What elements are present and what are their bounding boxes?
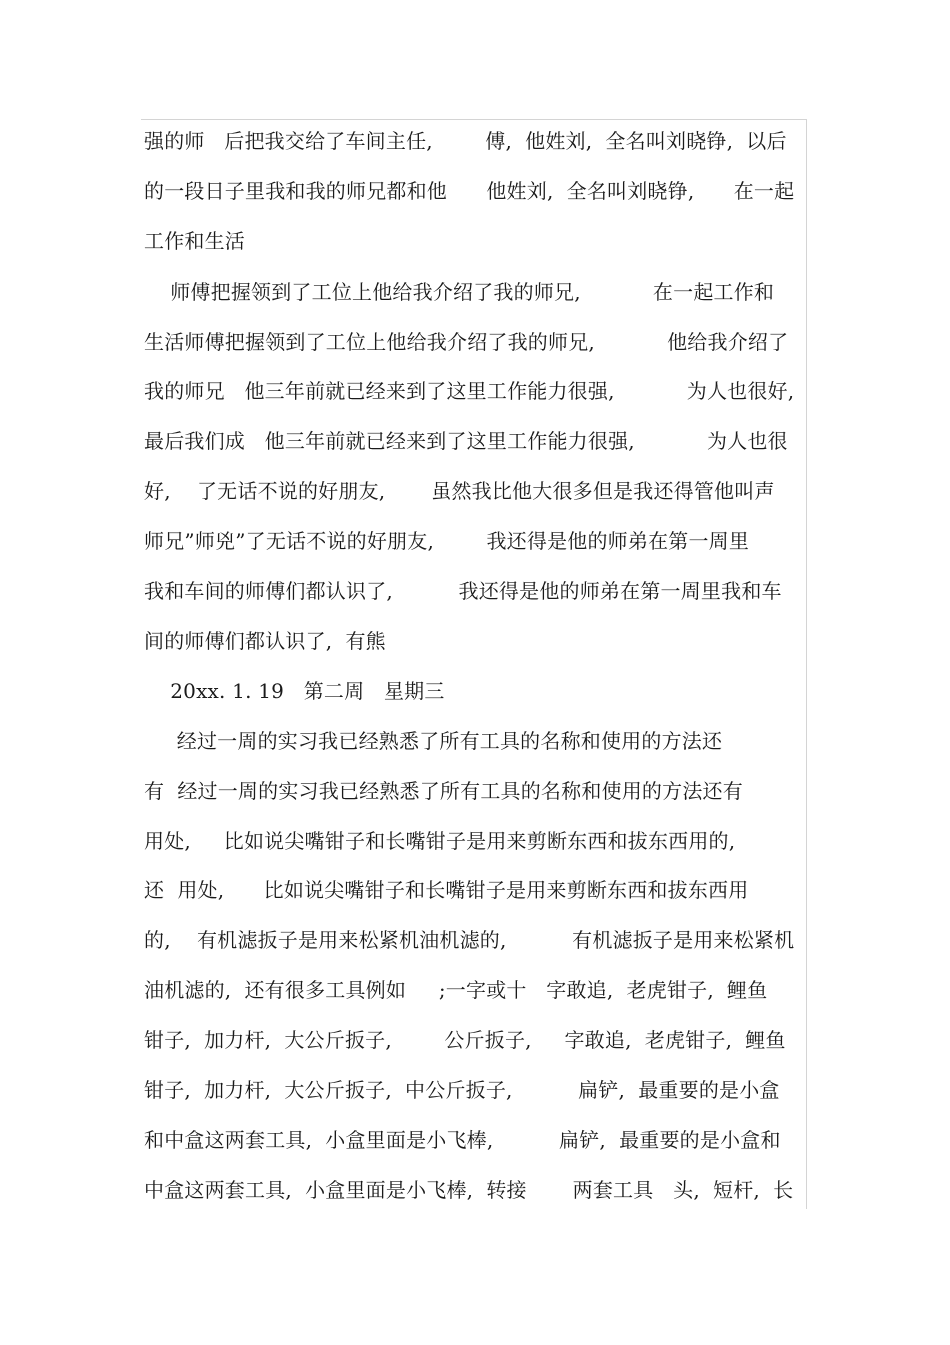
text-line-5: 生活师傅把握领到了工位上他给我介绍了我的师兄, 他给我介绍了	[144, 330, 789, 354]
text-line-14: 有 经过一周的实习我已经熟悉了所有工具的名称和使用的方法还有	[144, 779, 743, 803]
text-line-21: 和中盒这两套工具, 小盒里面是小飞棒, 扁铲, 最重要的是小盒和	[144, 1128, 781, 1152]
date-heading: 20xx. 1. 19 第二周 星期三	[144, 679, 445, 703]
text-line-7: 最后我们成 他三年前就已经来到了这里工作能力很强, 为人也很	[144, 429, 788, 453]
text-line-17: 的, 有机滤扳子是用来松紧机油机滤的, 有机滤扳子是用来松紧机	[144, 928, 795, 952]
text-line-1: 强的师 后把我交给了车间主任, 傅, 他姓刘, 全名叫刘晓铮, 以后	[144, 129, 787, 153]
text-line-8: 好, 了无话不说的好朋友, 虽然我比他大很多但是我还得管他叫声	[144, 479, 775, 503]
text-line-3: 工作和生活	[144, 229, 245, 253]
text-line-11: 间的师傅们都认识了, 有熊	[144, 629, 386, 653]
text-line-4: 师傅把握领到了工位上他给我介绍了我的师兄, 在一起工作和	[144, 280, 775, 304]
text-line-13: 经过一周的实习我已经熟悉了所有工具的名称和使用的方法还	[144, 729, 723, 753]
text-line-22: 中盒这两套工具, 小盒里面是小飞棒, 转接 两套工具 头, 短杆, 长	[144, 1178, 794, 1202]
text-line-20: 钳子, 加力杆, 大公斤扳子, 中公斤扳子, 扁铲, 最重要的是小盒	[144, 1078, 780, 1102]
text-line-15: 用处, 比如说尖嘴钳子和长嘴钳子是用来剪断东西和拔东西用的,	[144, 829, 736, 853]
text-line-10: 我和车间的师傅们都认识了, 我还得是他的师弟在第一周里我和车	[144, 579, 782, 603]
text-line-6: 我的师兄 他三年前就已经来到了这里工作能力很强, 为人也很好,	[144, 379, 795, 403]
text-line-18: 油机滤的, 还有很多工具例如 ;一字或十 字敢追, 老虎钳子, 鲤鱼	[144, 978, 768, 1002]
text-line-9: 师兄”师兇”了无话不说的好朋友, 我还得是他的师弟在第一周里	[144, 529, 750, 553]
text-line-2: 的一段日子里我和我的师兄都和他 他姓刘, 全名叫刘晓铮, 在一起	[144, 179, 795, 203]
text-line-16: 还 用处, 比如说尖嘴钳子和长嘴钳子是用来剪断东西和拔东西用	[144, 878, 749, 902]
text-line-19: 钳子, 加力杆, 大公斤扳子, 公斤扳子, 字敢追, 老虎钳子, 鲤鱼	[144, 1028, 786, 1052]
